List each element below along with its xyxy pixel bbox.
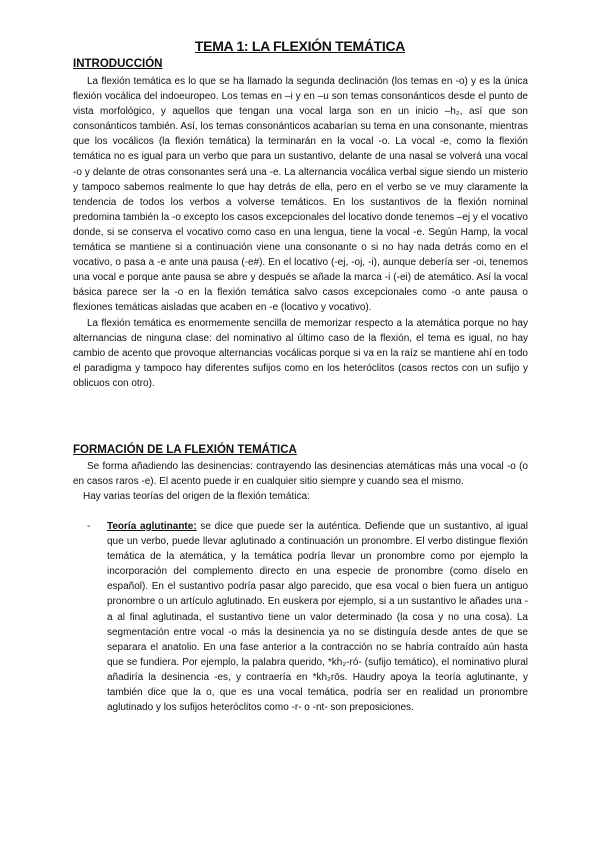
section-introduccion-body xyxy=(73,74,528,391)
section-formacion-body xyxy=(73,459,528,504)
section-heading-introduccion: INTRODUCCIÓN xyxy=(73,58,163,70)
bullet-body: se dice que puede ser la auténtica. Defiende que un sustantivo, al igual que un verbo, puede llevar aglutinado a continuación un pronombre. El verbo distingue flexión temática de la atemática, y la temática podría llevar un pronombre como por ejemplo la incorporación del complemento directo en una especie de pronombre (como díselo en español). En el sustantivo podría pasar algo parecido, que esa vocal o bien fuera un antiguo pronombre o un artículo aglutinado. En euskera por ejemplo, si a un sustantivo le añades una -a al final aglutinada, el sustantivo tiene un valor determinado (la cosa y no una cosa). La segmentación entre vocal -o más la desinencia ya no se distinguía desde antes de que se separara el anatolio. En una fase anterior a la contracción no se habría contraído aún hasta que se fundiera. Por ejemplo, la palabra querido, *kh₂-ró- (sufijo temático), el nominativo plural añadiría la desinencia -es, y contraería en *kh₂rōs. Haudry apoya la teoría aglutinante, y también dice que la o, que es una vocal temática, podría ser en realidad un pronombre aglutinado y los sufijos heteróclitos como -r- o -nt- son preposiciones. xyxy=(107,521,528,714)
bullet-label: Teoría aglutinante: xyxy=(107,521,197,532)
bullet-dash: - xyxy=(87,521,91,532)
list-item xyxy=(87,519,528,715)
paragraph: Se forma añadiendo las desinencias: contrayendo las desinencias atemáticas más una vocal -o (o en casos raros -e). El acento puede ir en cualquier sitio siempre y cuando sea el mismo. xyxy=(73,461,528,488)
paragraph: La flexión temática es lo que se ha llamado la segunda declinación (los temas en -o) y es la única flexión vocálica del indoeuropeo. Los temas en –i y en –u son temas consonánticos desde el punto de vista morfológico, y aquellos que tengan una vocal larga son en un inicio –h₂, así que son consonánticos también. Así, los temas consonánticos acabarían su tema en una consonante, mientras que los vocálicos (la flexión temática) la terminarán en la vocal -o. La vocal -e, como la flexión temática no es igual para un verbo que para un sustantivo, delante de una nasal se volverá una vocal -o y delante de otras consonantes será una -e. La alternancia vocálica verbal sigue siendo un misterio y tampoco sabemos realmente lo que hay detrás de ella, pero en el verbo se ve muy claramente la tendencia de todos los verbos a volverse temáticos. En los sustantivos de la flexión nominal predomina también la -o excepto los casos excepcionales del locativo donde tenemos –ej y el vocativo donde, si se conserva el vocativo como caso en una lengua, tiene la vocal -e. Según Hamp, la vocal temática se mantiene si a continuación viene una consonante o si no hay nada detrás como en el vocativo, o pasa a -e ante una pausa (-e#). En el locativo (-ej, -oj, -i), aunque debería ser -oi, tenemos una vocal e porque ante pausa se abre y después se añade la marca -i (-ei) de atemático. Así la vocal básica parece ser la -o en la flexión temática salvo casos excepcionales como -o ante pausa o flexiones temáticas aisladas que acaben en -e (locativo y vocativo). xyxy=(73,76,528,314)
bullet-paragraph xyxy=(107,519,528,715)
section-heading-formacion: FORMACIÓN DE LA FLEXIÓN TEMÁTICA xyxy=(73,444,297,456)
page-title: TEMA 1: LA FLEXIÓN TEMÁTICA xyxy=(194,38,406,54)
paragraph: Hay varias teorías del origen de la flexión temática: xyxy=(83,491,310,503)
paragraph: La flexión temática es enormemente sencilla de memorizar respecto a la atemática porque no hay alternancias de ninguna clase: del nominativo al último caso de la flexión, el tema es igual, no hay cambio de acento que provoque alternancias vocálicas porque si va en la raíz se mantiene ahí en todo el paradigma y tampoco hay diferentes sufijos como en los heteróclitos (casos rectos con un sufijo y oblicuos con otro). xyxy=(73,317,528,389)
